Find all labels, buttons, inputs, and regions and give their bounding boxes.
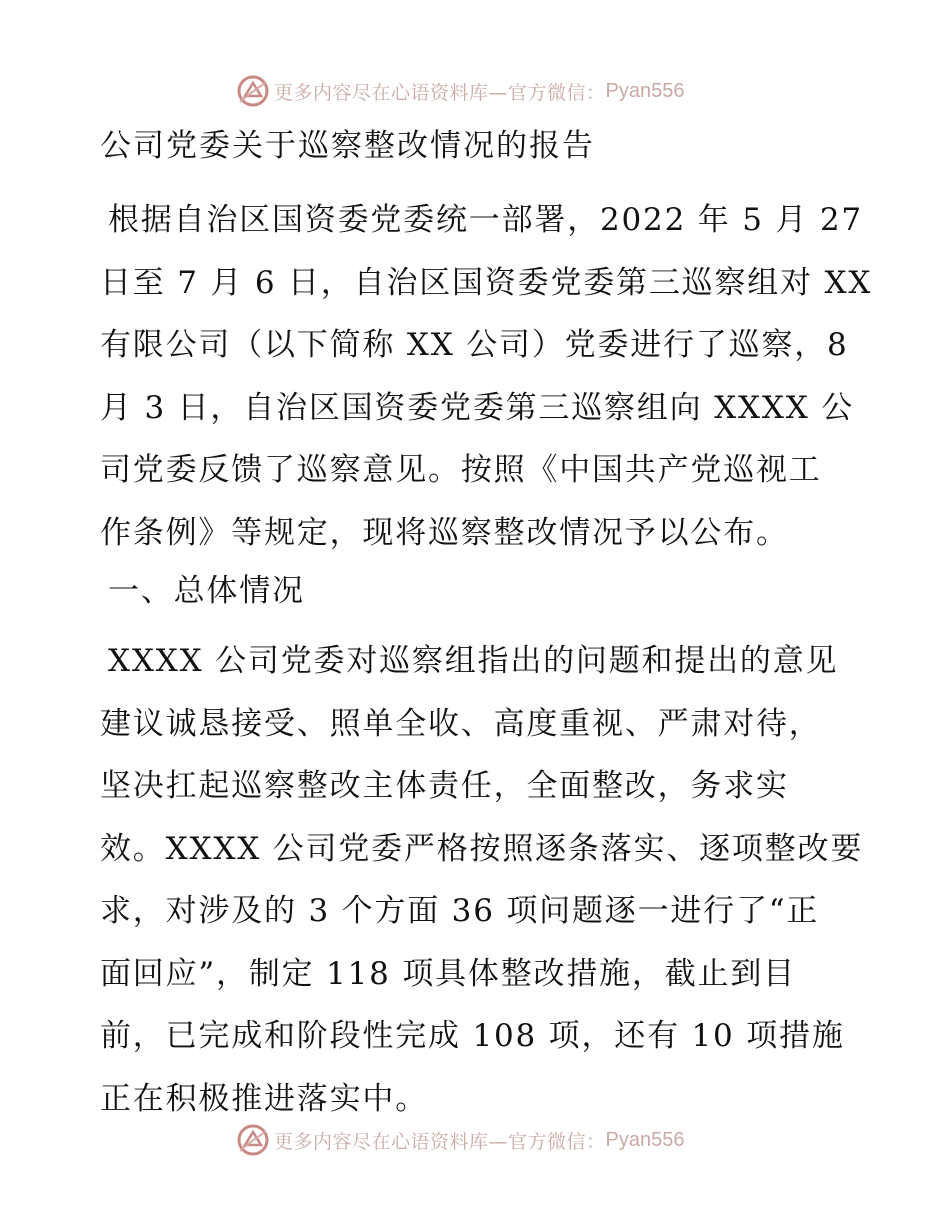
paragraph-line: 有限公司（以下简称 XX 公司）党委进行了巡察，8 [100,327,849,363]
paragraph-line: 月 3 日，自治区国资委党委第三巡察组向 XXXX 公 [100,389,855,426]
watermark-text: 更多内容尽在心语资料库—官方微信： [274,1130,606,1153]
paragraph-overview [100,630,864,1130]
paragraph-line: 正在积极推进落实中。 [100,1080,428,1117]
header-watermark [236,73,684,109]
paragraph-line: 建议诚恳接受、照单全收、高度重视、严肃对待， [100,705,822,742]
paragraph-line: 司党委反馈了巡察意见。按照《中国共产党巡视工 [100,452,822,488]
footer-watermark [236,1122,684,1158]
paragraph-intro [100,189,873,564]
paragraph-line: 坚决扛起巡察整改主体责任，全面整改，务求实 [100,768,789,804]
section-heading-text: 一、总体情况 [108,573,305,609]
paragraph-line: 面回应”，制定 118 项具体整改措施，截止到目 [100,955,796,992]
watermark-id: Pyan556 [605,79,685,102]
section-heading [100,560,860,623]
paragraph-line: 前，已完成和阶段性完成 108 项，还有 10 项措施 [100,1018,845,1054]
document-title: 公司党委关于巡察整改情况的报告 [100,128,595,164]
paragraph-line: XXXX 公司党委对巡察组指出的问题和提出的意见 [108,643,839,679]
watermark-id: Pyan556 [605,1128,685,1151]
paragraph-line: 求，对涉及的 3 个方面 36 项问题逐一进行了“正 [100,893,820,929]
paragraph-line: 作条例》等规定，现将巡察整改情况予以公布。 [100,514,789,551]
paragraph-line: 根据自治区国资委党委统一部署，2022 年 5 月 27 [108,202,863,238]
watermark-logo-icon [236,1123,270,1157]
watermark-logo-icon [236,74,270,108]
paragraph-line: 效。XXXX 公司党委严格按照逐条落实、逐项整改要 [100,830,864,867]
watermark-text: 更多内容尽在心语资料库—官方微信： [274,81,606,104]
paragraph-line: 日至 7 月 6 日，自治区国资委党委第三巡察组对 XX [100,264,873,301]
